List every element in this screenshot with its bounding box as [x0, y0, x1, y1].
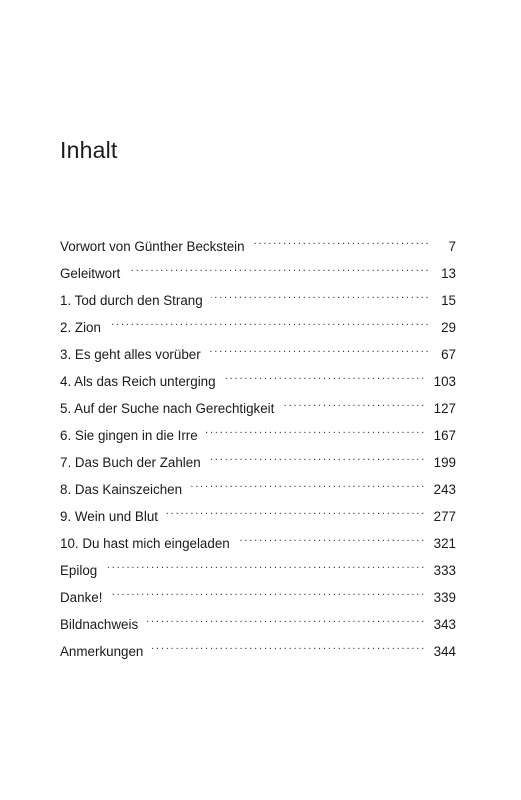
toc-entry-page: 243: [433, 482, 456, 497]
toc-entry-page: 67: [441, 347, 456, 362]
toc-entry-page: 29: [441, 320, 456, 335]
toc-entry: [60, 447, 456, 474]
toc-entry-page: 127: [433, 401, 456, 416]
toc-entry-title: 4. Als das Reich unterging: [60, 374, 216, 389]
toc-leader-dots: [110, 582, 423, 602]
toc-leader-dots: [211, 285, 428, 305]
toc-entry: [60, 231, 456, 258]
toc-leader-dots: [224, 366, 424, 386]
toc-entry-title: Geleitwort: [60, 266, 121, 281]
toc-leader-dots: [209, 339, 428, 359]
toc-leader-dots: [105, 555, 423, 575]
toc-entry-page: 199: [433, 455, 456, 470]
toc-entry-title: Vorwort von Günther Beckstein: [60, 239, 245, 254]
toc-entry-page: 277: [433, 509, 456, 524]
toc-leader-dots: [190, 474, 424, 494]
toc-entry-title: 1. Tod durch den Strang: [60, 293, 203, 308]
toc-leader-dots: [253, 231, 428, 251]
toc-entry: [60, 582, 456, 609]
toc-entry-title: 2. Zion: [60, 320, 101, 335]
toc-leader-dots: [166, 501, 424, 521]
toc-leader-dots: [109, 312, 428, 332]
toc-entry-title: 8. Das Kainszeichen: [60, 482, 183, 497]
toc-entry-title: 7. Das Buch der Zahlen: [60, 455, 201, 470]
toc-entry: [60, 474, 456, 501]
toc-leader-dots: [146, 609, 424, 629]
toc-entry: [60, 312, 456, 339]
toc-entry: [60, 636, 456, 663]
toc-entry: [60, 501, 456, 528]
toc-leader-dots: [206, 420, 424, 440]
toc-entry: [60, 366, 456, 393]
toc-leader-dots: [128, 258, 428, 278]
page-title: Inhalt: [60, 137, 118, 164]
toc-entry: [60, 609, 456, 636]
toc-entry-page: 167: [433, 428, 456, 443]
toc-entry: [60, 393, 456, 420]
toc-entry: [60, 528, 456, 555]
toc-entry-title: 9. Wein und Blut: [60, 509, 159, 524]
toc-entry-page: 13: [441, 266, 456, 281]
toc-entry: [60, 420, 456, 447]
toc-entry-title: 10. Du hast mich eingeladen: [60, 536, 230, 551]
toc-entry-title: Epilog: [60, 563, 98, 578]
toc-entry: [60, 285, 456, 312]
toc-entry-title: Danke!: [60, 590, 103, 605]
toc-entry-page: 344: [433, 644, 456, 659]
toc-leader-dots: [238, 528, 424, 548]
toc-entry-page: 339: [433, 590, 456, 605]
toc-entry: [60, 339, 456, 366]
toc-entry-title: Bildnachweis: [60, 617, 139, 632]
toc-entry-page: 15: [441, 293, 456, 308]
table-of-contents: [60, 231, 456, 663]
toc-entry: [60, 258, 456, 285]
toc-entry: [60, 555, 456, 582]
toc-entry-title: 5. Auf der Suche nach Gerechtigkeit: [60, 401, 275, 416]
toc-entry-page: 103: [433, 374, 456, 389]
toc-entry-page: 343: [433, 617, 456, 632]
toc-entry-title: 3. Es geht alles vorüber: [60, 347, 201, 362]
toc-entry-page: 7: [448, 239, 456, 254]
toc-leader-dots: [151, 636, 423, 656]
toc-entry-page: 333: [433, 563, 456, 578]
toc-entry-page: 321: [433, 536, 456, 551]
toc-leader-dots: [209, 447, 424, 467]
toc-entry-title: Anmerkungen: [60, 644, 144, 659]
toc-entry-title: 6. Sie gingen in die Irre: [60, 428, 198, 443]
toc-leader-dots: [282, 393, 423, 413]
